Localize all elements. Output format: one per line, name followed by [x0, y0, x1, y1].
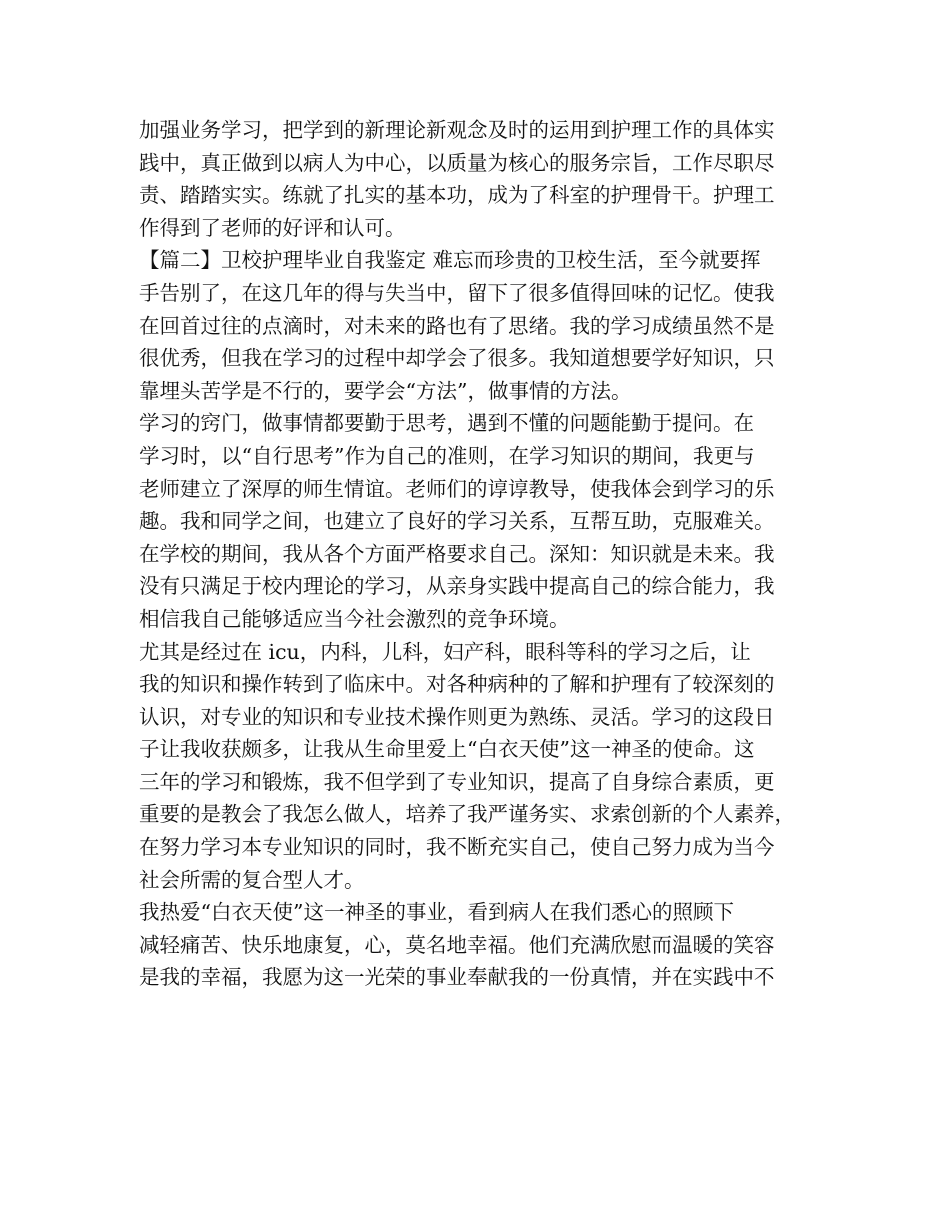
text-line: 社会所需的复合型人才。 — [139, 867, 365, 892]
text-line: 在学校的期间，我从各个方面严格要求自己。深知：知识就是未来。我 — [139, 541, 775, 566]
text-line: 趣。我和同学之间，也建立了良好的学习关系，互帮互助，克服难关。 — [139, 509, 775, 534]
text-line: 重要的是教会了我怎么做人，培养了我严谨务实、求索创新的个人素养， — [139, 802, 795, 827]
text-line: 子让我收获颇多，让我从生命里爱上“白衣天使”这一神圣的使命。这 — [139, 737, 755, 762]
text-line: 没有只满足于校内理论的学习，从亲身实践中提高自己的综合能力，我 — [139, 574, 775, 599]
text-line: 相信我自己能够适应当今社会激烈的竞争环境。 — [139, 606, 570, 631]
text-line: 老师建立了深厚的师生情谊。老师们的谆谆教导，使我体会到学习的乐 — [139, 476, 775, 501]
text-line: 尤其是经过在 icu，内科，儿科，妇产科，眼科等科的学习之后，让 — [139, 639, 751, 664]
text-line: 在努力学习本专业知识的同时，我不断充实自己，使自己努力成为当今 — [139, 835, 775, 860]
text-line: 在回首过往的点滴时，对未来的路也有了思绪。我的学习成绩虽然不是 — [139, 313, 775, 338]
text-line: 我热爱“白衣天使”这一神圣的事业，看到病人在我们悉心的照顾下 — [139, 900, 734, 925]
text-line: 学习时，以“自行思考”作为自己的准则，在学习知识的期间，我更与 — [139, 443, 755, 468]
body-text — [139, 114, 829, 994]
text-line: 作得到了老师的好评和认可。 — [139, 215, 406, 240]
section-heading-line: 【篇二】卫校护理毕业自我鉴定 难忘而珍贵的卫校生活，至今就要挥 — [139, 248, 761, 273]
text-line: 减轻痛苦、快乐地康复，心，莫名地幸福。他们充满欣慰而温暖的笑容 — [139, 932, 775, 957]
text-line: 是我的幸福，我愿为这一光荣的事业奉献我的一份真情，并在实践中不 — [139, 965, 775, 990]
text-line: 我的知识和操作转到了临床中。对各种病种的了解和护理有了较深刻的 — [139, 672, 775, 697]
text-line: 学习的窍门，做事情都要勤于思考，遇到不懂的问题能勤于提问。在 — [139, 411, 754, 436]
text-line: 践中，真正做到以病人为中心，以质量为核心的服务宗旨，工作尽职尽 — [139, 150, 775, 175]
text-line: 三年的学习和锻炼，我不但学到了专业知识，提高了自身综合素质，更 — [139, 769, 775, 794]
text-line: 靠埋头苦学是不行的，要学会“方法”，做事情的方法。 — [139, 378, 632, 403]
text-line: 加强业务学习，把学到的新理论新观念及时的运用到护理工作的具体实 — [139, 118, 775, 142]
text-line: 很优秀，但我在学习的过程中却学会了很多。我知道想要学好知识，只 — [139, 346, 775, 371]
text-line: 手告别了，在这几年的得与失当中，留下了很多值得回味的记忆。使我 — [139, 280, 775, 305]
text-line: 认识，对专业的知识和专业技术操作则更为熟练、灵活。学习的这段日 — [139, 704, 775, 729]
text-line: 责、踏踏实实。练就了扎实的基本功，成为了科室的护理骨干。护理工 — [139, 183, 775, 208]
